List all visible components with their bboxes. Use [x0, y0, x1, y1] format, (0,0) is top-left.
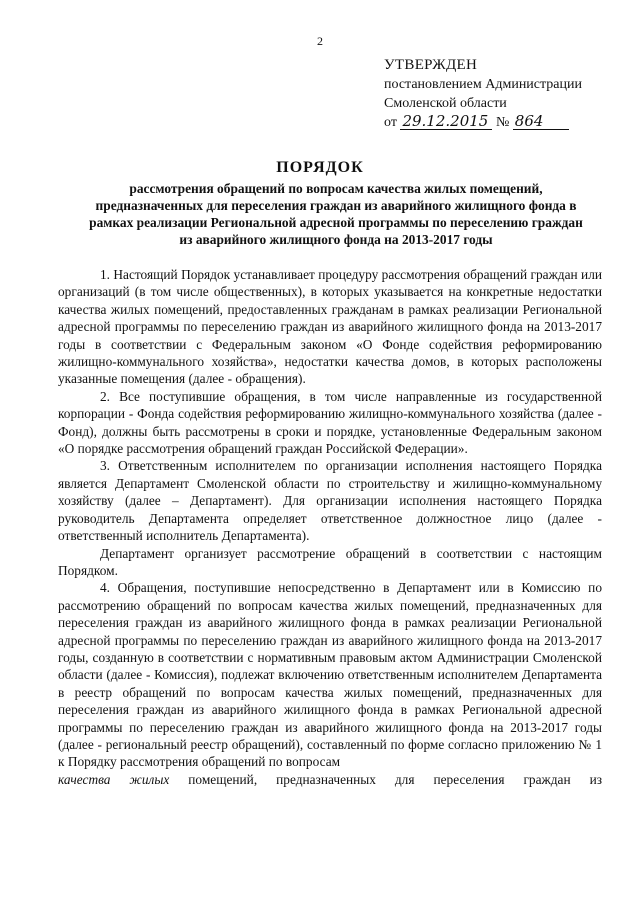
approval-stamp — [384, 56, 634, 132]
paragraph-3: 3. Ответственным исполнителем по организации исполнения настоящего Порядка является Департамент Смоленской области по строительству и жилищно-коммунальному хозяйству (далее – Департамент). Для организации исполнения настоящего Порядка руководитель Департамента определяет ответственное должностное лицо (далее - ответственный исполнитель Департамента). — [58, 458, 602, 544]
document-body — [58, 266, 602, 788]
approval-date: 29.12.2015 — [400, 113, 492, 130]
paragraph-4-last-line — [58, 771, 602, 788]
document-title: ПОРЯДОК — [276, 159, 364, 176]
approval-number: 864 — [513, 113, 569, 130]
approval-date-line — [384, 113, 634, 132]
approval-heading: УТВЕРЖДЕН — [384, 57, 478, 73]
from-label: от — [384, 115, 397, 130]
paragraph-4: 4. Обращения, поступившие непосредственно в Департамент или в Комиссию по рассмотрению обращений по вопросам качества жилых помещений, предназначенных для переселения граждан из аварийного жилищного фонда в рамках реализации Региональной адресной программы по переселению граждан из аварийного жилищного фонда на 2013-2017 годы, созданную в соответствии с нормативным правовым актом Администрации Смоленской области (далее - Комиссия), подлежат включению ответственным исполнителем Департамента в реестр обращений по вопросам качества жилых помещений, предназначенных для переселения граждан из аварийного жилищного фонда в рамках Региональной адресной программы по переселению граждан из аварийного жилищного фонда на 2013-2017 годы (далее - региональный реестр обращений), составленный по форме согласно приложению № 1 к Порядку рассмотрения обращений по вопросам — [58, 580, 602, 770]
last-line-rest: помещений, предназначенных для переселения граждан из — [169, 771, 602, 787]
approval-line-3: Смоленской области — [384, 96, 507, 111]
paragraph-2: 2. Все поступившие обращения, в том числе направленные из государственной корпорации - Фонда содействия реформированию жилищно-коммунального хозяйства (далее - Фонд), должны быть рассмотрены в сроки и порядке, установленные Федеральным законом «О порядке рассмотрения обращений граждан Российской Федерации». — [58, 388, 602, 457]
paragraph-3-continued: Департамент организует рассмотрение обращений в соответствии с настоящим Порядком. — [58, 545, 602, 578]
number-label: № — [495, 115, 510, 130]
italic-fragment: качества жилых — [58, 771, 170, 787]
page-number: 2 — [317, 34, 323, 48]
document-subtitle: рассмотрения обращений по вопросам качества жилых помещений, предназначенных для переселения граждан из аварийного жилищного фонда в рамках реализации Региональной адресной программы по переселению граждан из аварийного жилищного фонда на 2013-2017 годы — [89, 181, 583, 247]
paragraph-1: 1. Настоящий Порядок устанавливает процедуру рассмотрения обращений граждан или организаций (в том числе общественных), в которых указывается на конкретные недостатки качества жилых помещений, предоставленных гражданам в рамках реализации Региональной адресной программы по переселению граждан из аварийного жилищного фонда на 2013-2017 годы в соответствии с Федеральным законом «О Фонде содействия реформированию жилищно-коммунального хозяйства», недостатки качества домов, в которых расположены указанные помещения (далее - обращения). — [58, 267, 602, 387]
approval-line-2: постановлением Администрации — [384, 77, 582, 92]
